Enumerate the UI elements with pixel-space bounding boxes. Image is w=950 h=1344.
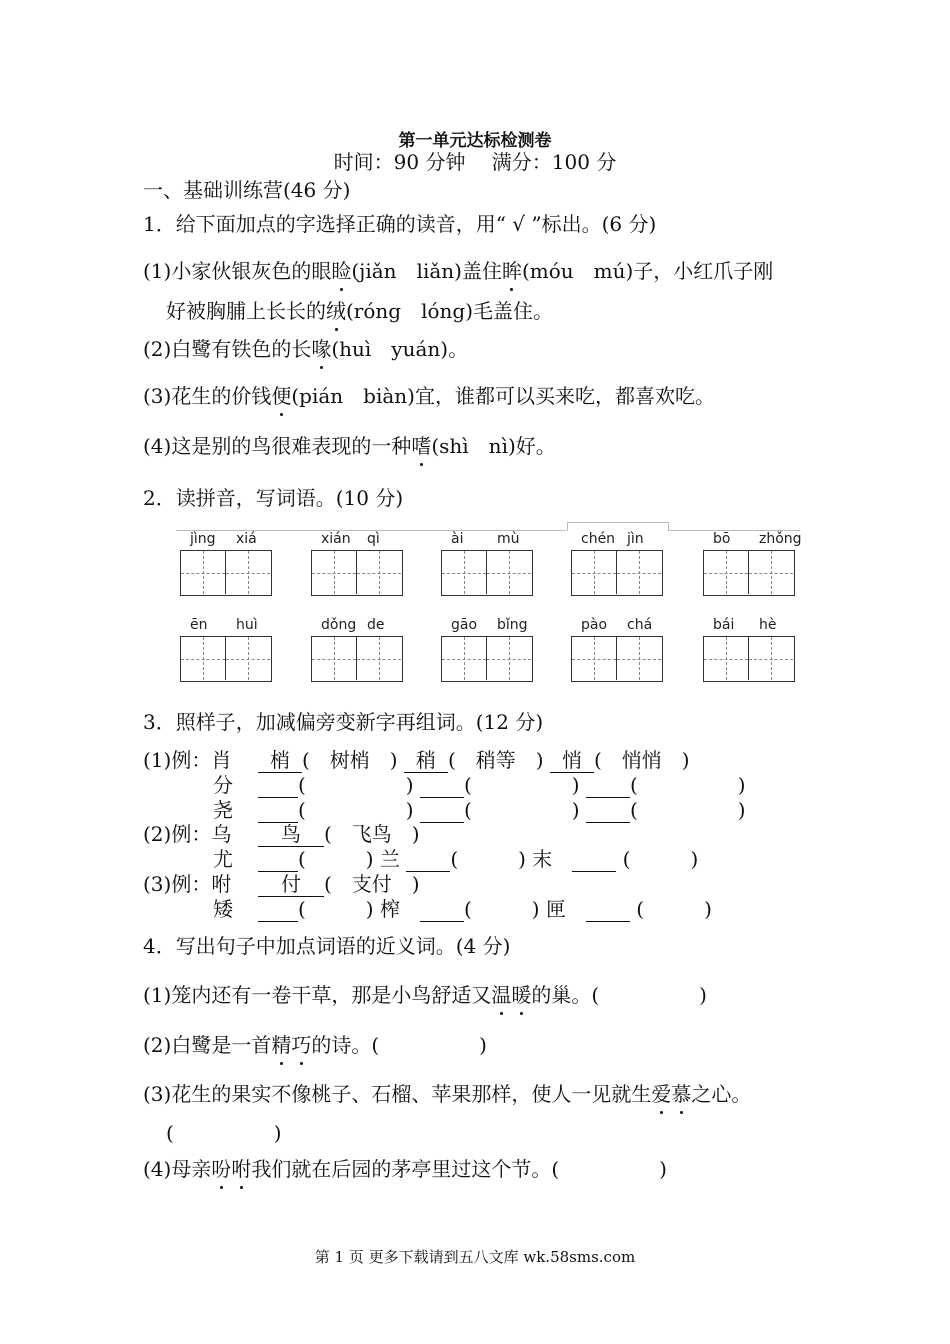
writing-cell[interactable]	[181, 637, 226, 680]
writing-cell[interactable]	[704, 637, 749, 680]
q1-line-2: 好被胸脯上长长的绒(róng lóng)毛盖住。	[166, 299, 554, 323]
writing-grid[interactable]	[441, 636, 533, 682]
pinyin-label: chá	[627, 617, 653, 633]
q1-line-1: (1)小家伙银灰色的眼睑(jiǎn liǎn)盖住眸(móu mú)子，小红爪子刚	[143, 259, 774, 283]
writing-grid[interactable]	[180, 550, 272, 596]
guide-line	[594, 551, 595, 594]
page-title: 第一单元达标检测卷	[398, 131, 552, 151]
writing-cell[interactable]	[487, 637, 531, 680]
q3-example-3-label: (3)例：咐	[143, 872, 232, 896]
pinyin-label: ēn	[190, 617, 208, 633]
pinyin-label: xiá	[236, 531, 257, 547]
q1-line-5: (4)这是别的鸟很难表现的一种嗜(shì nì)好。	[143, 434, 556, 458]
writing-grid[interactable]	[703, 550, 795, 596]
pinyin-label: bō	[713, 531, 731, 547]
writing-grid[interactable]	[180, 636, 272, 682]
q4-sentence-1: (1)笼内还有一卷干草，那是小鸟舒适又温暖的巢。( )	[143, 983, 707, 1007]
q3-example-1-label: (1)例：肖	[143, 748, 232, 772]
pinyin-label: bái	[713, 617, 735, 633]
q3-example-2-row: 鸟 ( 飞鸟 )	[258, 822, 420, 847]
pinyin-label: xián	[321, 531, 351, 547]
q4-title: 4．写出句子中加点词语的近义词。(4 分)	[143, 934, 511, 958]
writing-cell[interactable]	[312, 551, 357, 594]
q4-sentence-4: (4)母亲吩咐我们就在后园的茅亭里过这个节。( )	[143, 1157, 667, 1181]
guide-line	[639, 637, 640, 680]
writing-cell[interactable]	[617, 551, 661, 594]
writing-cell[interactable]	[226, 637, 270, 680]
pinyin-label: bǐng	[497, 617, 528, 633]
q3-answer-row[interactable]: ( ) 兰 ( ) 末 ( )	[258, 847, 698, 872]
exam-meta: 时间：90 分钟 满分：100 分	[333, 150, 617, 174]
divider	[567, 522, 669, 531]
guide-line	[464, 551, 465, 594]
guide-line	[594, 637, 595, 680]
writing-cell[interactable]	[749, 637, 793, 680]
q3-char: 尧	[213, 798, 233, 822]
writing-cell[interactable]	[572, 551, 617, 594]
guide-line	[639, 551, 640, 594]
pinyin-label: dǒng	[321, 617, 357, 633]
q4-sentence-3: (3)花生的果实不像桃子、石榴、苹果那样，使人一见就生爱慕之心。	[143, 1082, 752, 1106]
writing-grid[interactable]	[441, 550, 533, 596]
pinyin-label: chén	[581, 531, 616, 547]
writing-cell[interactable]	[226, 551, 270, 594]
writing-grid[interactable]	[311, 636, 403, 682]
pinyin-label: jìng	[190, 531, 216, 547]
q3-char: 矮	[213, 897, 233, 921]
writing-cell[interactable]	[181, 551, 226, 594]
writing-cell[interactable]	[704, 551, 749, 594]
guide-line	[379, 551, 380, 594]
writing-cell[interactable]	[617, 637, 661, 680]
guide-line	[379, 637, 380, 680]
q3-title: 3．照样子，加减偏旁变新字再组词。(12 分)	[143, 710, 544, 734]
guide-line	[248, 551, 249, 594]
pinyin-label: gāo	[451, 617, 478, 633]
guide-line	[464, 637, 465, 680]
writing-grid[interactable]	[311, 550, 403, 596]
pinyin-label: zhǒng	[759, 531, 802, 547]
writing-cell[interactable]	[487, 551, 531, 594]
q2-title: 2．读拼音，写词语。(10 分)	[143, 486, 404, 510]
pinyin-label: ài	[451, 531, 464, 547]
writing-grid[interactable]	[571, 550, 663, 596]
guide-line	[334, 637, 335, 680]
writing-cell[interactable]	[357, 637, 401, 680]
pinyin-label: huì	[236, 617, 258, 633]
q1-title: 1．给下面加点的字选择正确的读音，用“ √ ”标出。(6 分)	[143, 212, 657, 236]
pinyin-label: hè	[759, 617, 777, 633]
guide-line	[771, 551, 772, 594]
guide-line	[509, 551, 510, 594]
pinyin-label: jìn	[627, 531, 644, 547]
q3-char: 尤	[213, 847, 233, 871]
q1-line-3: (2)白鹭有铁色的长喙(huì yuán)。	[143, 337, 469, 361]
guide-line	[771, 637, 772, 680]
guide-line	[203, 551, 204, 594]
guide-line	[726, 637, 727, 680]
writing-cell[interactable]	[312, 637, 357, 680]
pinyin-label: de	[367, 617, 385, 633]
pinyin-label: mù	[497, 531, 520, 547]
writing-cell[interactable]	[749, 551, 793, 594]
pinyin-label: qì	[367, 531, 380, 547]
q1-line-4: (3)花生的价钱便(pián biàn)宜，谁都可以买来吃，都喜欢吃。	[143, 384, 715, 408]
section-1-title: 一、基础训练营(46 分)	[143, 178, 351, 202]
writing-cell[interactable]	[357, 551, 401, 594]
guide-line	[334, 551, 335, 594]
q3-answer-row[interactable]: ( ) ( ) ( )	[258, 773, 746, 798]
q4-answer-blank[interactable]: ( )	[166, 1121, 282, 1145]
q3-example-2-label: (2)例：乌	[143, 822, 232, 846]
writing-grid[interactable]	[571, 636, 663, 682]
q4-sentence-2: (2)白鹭是一首精巧的诗。( )	[143, 1033, 487, 1057]
q3-answer-row[interactable]: ( ) ( ) ( )	[258, 798, 746, 823]
page-footer: 第 1 页 更多下载请到五八文库 wk.58sms.com	[314, 1248, 636, 1266]
guide-line	[203, 637, 204, 680]
q3-example-1-row: 梢 ( 树梢 ) 稍 ( 稍等 ) 悄 ( 悄悄 )	[258, 748, 690, 773]
writing-cell[interactable]	[442, 551, 487, 594]
q3-example-3-row: 付 ( 支付 )	[258, 872, 420, 897]
writing-cell[interactable]	[442, 637, 487, 680]
writing-cell[interactable]	[572, 637, 617, 680]
q3-char: 分	[213, 773, 233, 797]
q3-answer-row[interactable]: ( ) 榨 ( ) 匣 ( )	[258, 897, 712, 922]
guide-line	[509, 637, 510, 680]
pinyin-label: pào	[581, 617, 608, 633]
writing-grid[interactable]	[703, 636, 795, 682]
guide-line	[248, 637, 249, 680]
guide-line	[726, 551, 727, 594]
